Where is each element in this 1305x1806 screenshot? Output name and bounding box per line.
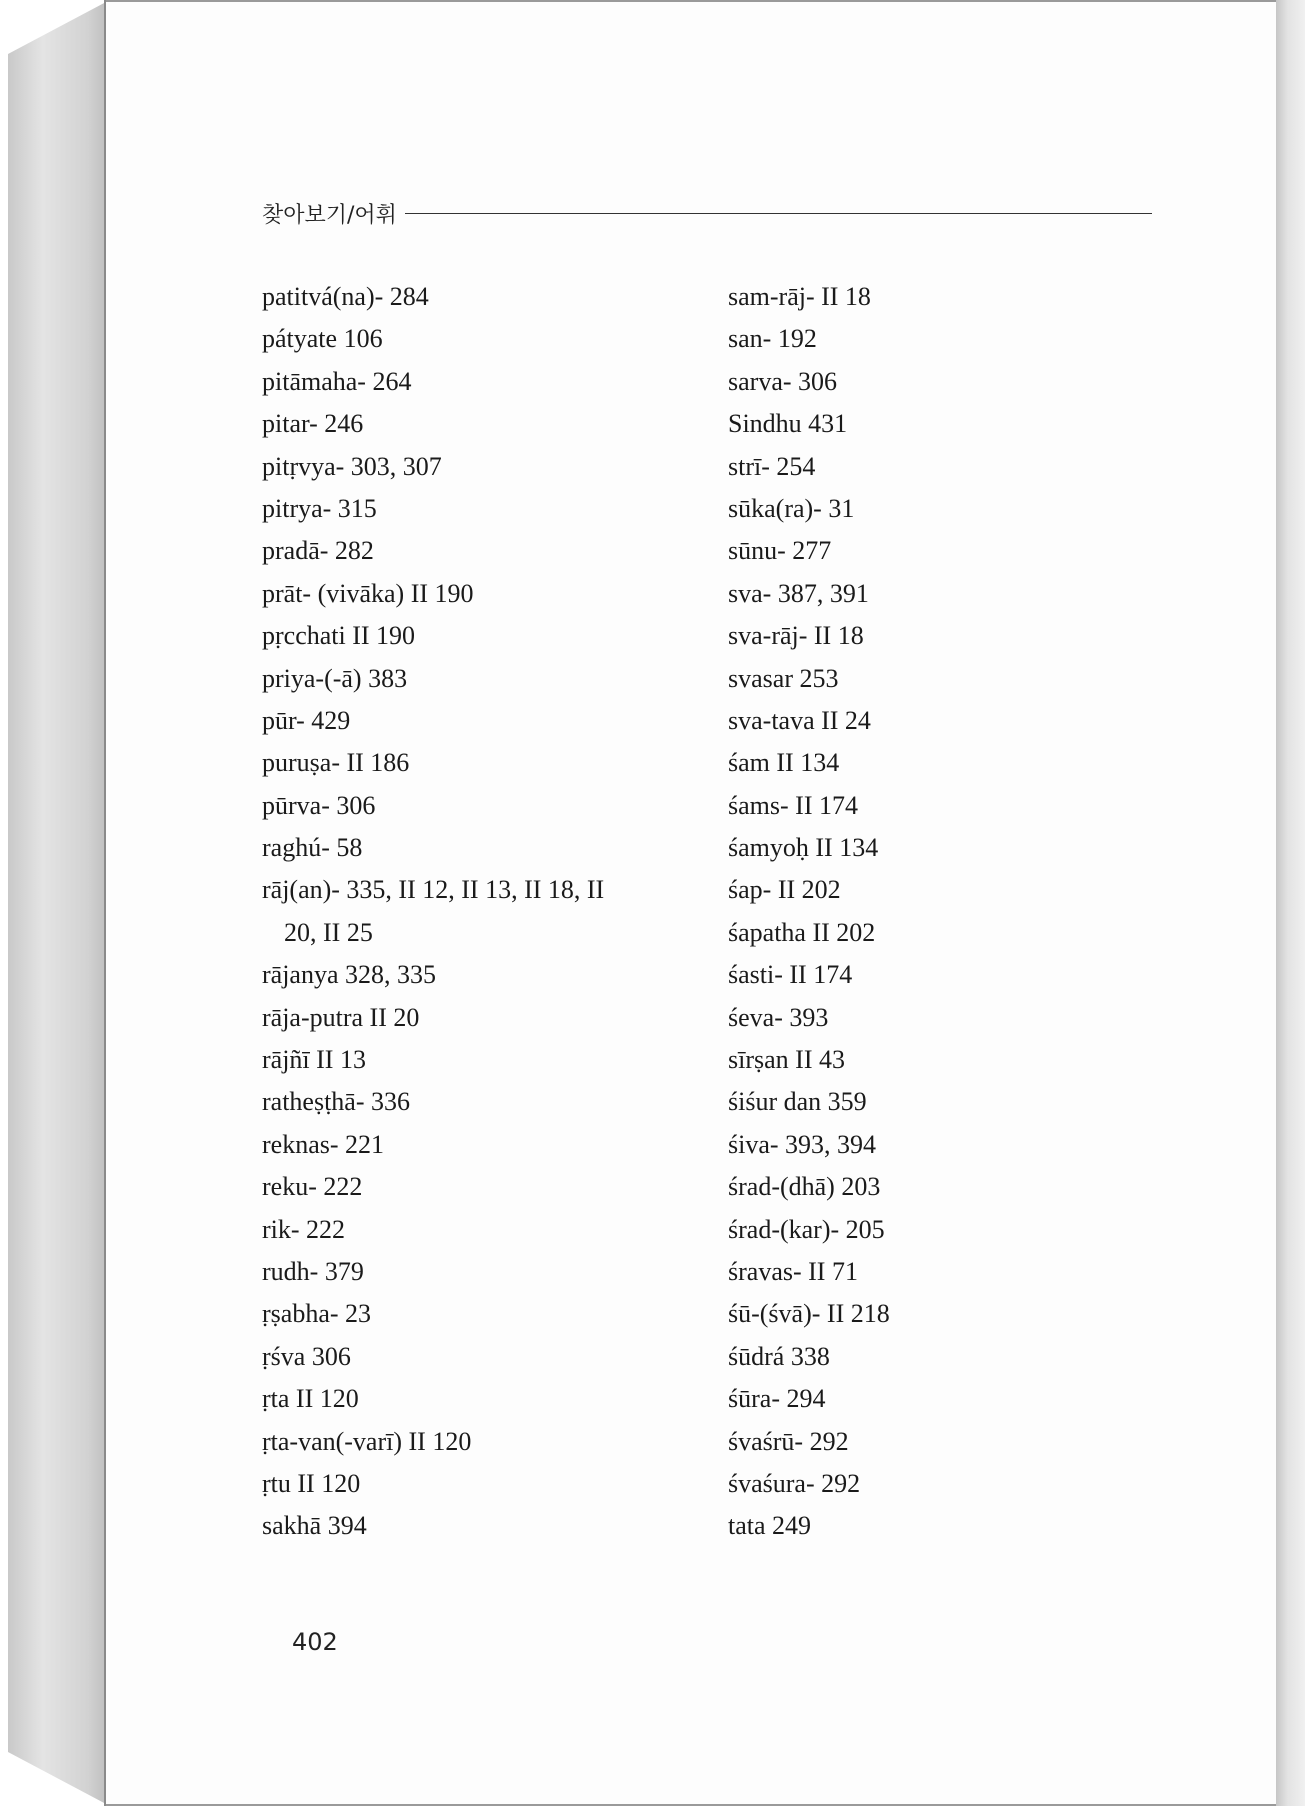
index-entry: śūra- 294	[728, 1384, 826, 1414]
header-title: 찾아보기/어휘	[262, 202, 397, 228]
index-entry: priya-(-ā) 383	[262, 663, 408, 693]
index-entry: sūka(ra)- 31	[728, 493, 855, 523]
book-spine	[8, 2, 108, 1804]
index-column-left	[262, 276, 722, 1548]
index-entry: śams- II 174	[728, 790, 858, 820]
index-entry: śiśur dan 359	[728, 1087, 867, 1117]
index-entry: śūdrá 338	[728, 1341, 830, 1371]
index-entry: pradā- 282	[262, 536, 374, 566]
index-entry: śū-(śvā)- II 218	[728, 1299, 890, 1329]
index-entry: pṛcchati II 190	[262, 621, 416, 651]
index-entry: śiva- 393, 394	[728, 1129, 877, 1159]
index-entry: rājanya 328, 335	[262, 960, 437, 990]
index-entry: ratheṣṭhā- 336	[262, 1087, 411, 1117]
index-entry: śamyoḥ II 134	[728, 833, 879, 863]
index-entry: pátyate 106	[262, 324, 383, 354]
index-entry: rājñī II 13	[262, 1045, 366, 1075]
index-entry: śravas- II 71	[728, 1256, 858, 1286]
index-entry: pitar- 246	[262, 409, 364, 439]
page-right-edge	[1276, 0, 1305, 1806]
index-entry: śeva- 393	[728, 1002, 829, 1032]
index-entry: sarva- 306	[728, 366, 838, 396]
index-entry: reku- 222	[262, 1172, 363, 1202]
index-entry: ṛta II 120	[262, 1384, 359, 1414]
index-entry: śam II 134	[728, 748, 840, 778]
index-entry: ṛṣabha- 23	[262, 1299, 372, 1329]
index-column-right	[728, 276, 1188, 1548]
index-entry: rik- 222	[262, 1214, 346, 1244]
index-entry: pitṛvya- 303, 307	[262, 451, 442, 481]
index-entry: sūnu- 277	[728, 536, 832, 566]
index-entry: Sindhu 431	[728, 409, 848, 439]
index-entry: pitāmaha- 264	[262, 366, 412, 396]
index-entry: ṛśva 306	[262, 1341, 351, 1371]
index-entry: sva- 387, 391	[728, 578, 869, 608]
index-entry: rāj(an)- 335, II 12, II 13, II 18, II	[262, 875, 605, 905]
index-entry: san- 192	[728, 324, 817, 354]
index-entry: sakhā 394	[262, 1511, 367, 1541]
index-entry: śasti- II 174	[728, 960, 853, 990]
header-rule	[405, 213, 1152, 214]
index-entry: sva-rāj- II 18	[728, 621, 864, 651]
index-entry: tata 249	[728, 1511, 812, 1541]
index-entry: prāt- (vivāka) II 190	[262, 578, 474, 608]
index-entry: patitvá(na)- 284	[262, 282, 429, 311]
index-entry: svasar 253	[728, 663, 839, 693]
index-entry: ṛtu II 120	[262, 1468, 361, 1498]
index-entry: śrad-(kar)- 205	[728, 1214, 885, 1244]
index-entry: rudh- 379	[262, 1256, 364, 1286]
index-entry: rāja-putra II 20	[262, 1002, 420, 1032]
index-entry: pūrva- 306	[262, 790, 376, 820]
index-entry: śvaśrū- 292	[728, 1426, 849, 1456]
index-entry: pūr- 429	[262, 705, 351, 735]
index-entry: sīrṣan II 43	[728, 1045, 845, 1075]
index-entry: śvaśura- 292	[728, 1468, 861, 1498]
running-header	[262, 196, 1152, 230]
index-entry: raghú- 58	[262, 833, 363, 863]
index-entry: ṛta-van(-varī) II 120	[262, 1426, 472, 1456]
index-entry: puruṣa- II 186	[262, 748, 410, 778]
page-number: 402	[292, 1628, 338, 1656]
index-entry: 20, II 25	[284, 917, 373, 947]
index-entry: śrad-(dhā) 203	[728, 1172, 881, 1202]
index-entry: sam-rāj- II 18	[728, 282, 871, 311]
index-entry: sva-tava II 24	[728, 705, 871, 735]
index-entry: pitrya- 315	[262, 493, 377, 523]
index-entry: śapatha II 202	[728, 917, 876, 947]
index-entry: reknas- 221	[262, 1129, 385, 1159]
index-entry: strī- 254	[728, 451, 816, 481]
index-entry: śap- II 202	[728, 875, 841, 905]
